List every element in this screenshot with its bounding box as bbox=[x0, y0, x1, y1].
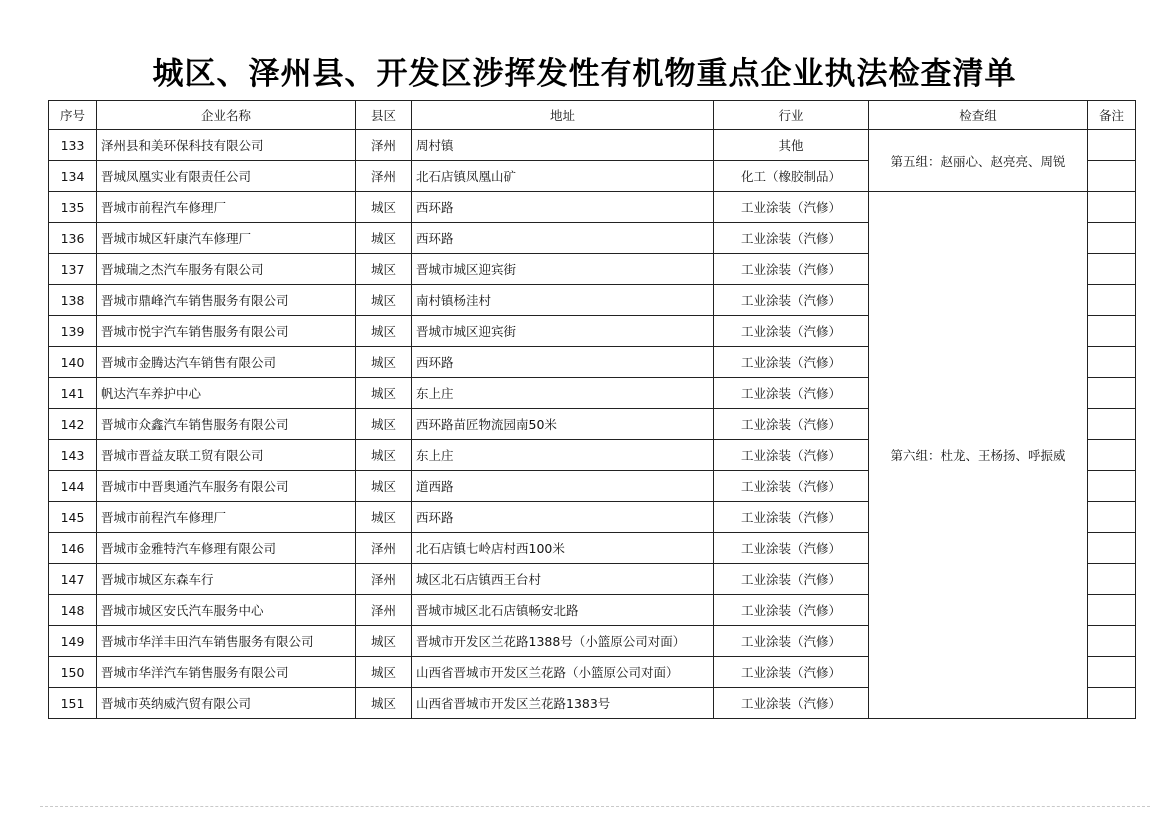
row-industry: 工业涂装（汽修） bbox=[714, 440, 869, 471]
row-district: 泽州 bbox=[356, 533, 412, 564]
row-district: 城区 bbox=[356, 254, 412, 285]
row-district: 泽州 bbox=[356, 161, 412, 192]
row-company-name: 晋城市城区安氏汽车服务中心 bbox=[97, 595, 356, 626]
row-note bbox=[1088, 347, 1136, 378]
row-no: 140 bbox=[49, 347, 97, 378]
row-district: 城区 bbox=[356, 285, 412, 316]
row-company-name: 晋城市晋益友联工贸有限公司 bbox=[97, 440, 356, 471]
header-group: 检查组 bbox=[869, 101, 1088, 130]
row-district: 城区 bbox=[356, 223, 412, 254]
row-district: 城区 bbox=[356, 471, 412, 502]
row-industry: 工业涂装（汽修） bbox=[714, 254, 869, 285]
row-address: 晋城市城区迎宾街 bbox=[412, 254, 714, 285]
row-industry: 工业涂装（汽修） bbox=[714, 657, 869, 688]
row-district: 城区 bbox=[356, 409, 412, 440]
row-company-name: 晋城凤凰实业有限责任公司 bbox=[97, 161, 356, 192]
row-note bbox=[1088, 595, 1136, 626]
header-note: 备注 bbox=[1088, 101, 1136, 130]
row-company-name: 晋城市鼎峰汽车销售服务有限公司 bbox=[97, 285, 356, 316]
row-note bbox=[1088, 130, 1136, 161]
row-district: 城区 bbox=[356, 502, 412, 533]
enforcement-checklist-table bbox=[48, 100, 1136, 719]
row-no: 146 bbox=[49, 533, 97, 564]
row-no: 145 bbox=[49, 502, 97, 533]
header-district: 县区 bbox=[356, 101, 412, 130]
row-note bbox=[1088, 378, 1136, 409]
row-district: 城区 bbox=[356, 347, 412, 378]
row-industry: 工业涂装（汽修） bbox=[714, 471, 869, 502]
row-company-name: 晋城市英纳威汽贸有限公司 bbox=[97, 688, 356, 719]
row-note bbox=[1088, 254, 1136, 285]
row-industry: 工业涂装（汽修） bbox=[714, 564, 869, 595]
row-note bbox=[1088, 161, 1136, 192]
row-district: 城区 bbox=[356, 657, 412, 688]
row-industry: 工业涂装（汽修） bbox=[714, 378, 869, 409]
row-industry: 工业涂装（汽修） bbox=[714, 285, 869, 316]
row-no: 149 bbox=[49, 626, 97, 657]
row-no: 147 bbox=[49, 564, 97, 595]
row-address: 晋城市开发区兰花路1388号（小篮原公司对面） bbox=[412, 626, 714, 657]
row-district: 城区 bbox=[356, 440, 412, 471]
row-district: 泽州 bbox=[356, 564, 412, 595]
row-no: 143 bbox=[49, 440, 97, 471]
row-industry: 工业涂装（汽修） bbox=[714, 316, 869, 347]
header-name: 企业名称 bbox=[97, 101, 356, 130]
row-note bbox=[1088, 285, 1136, 316]
row-district: 泽州 bbox=[356, 130, 412, 161]
row-no: 139 bbox=[49, 316, 97, 347]
row-address: 西环路 bbox=[412, 347, 714, 378]
row-district: 城区 bbox=[356, 378, 412, 409]
row-company-name: 晋城市前程汽车修理厂 bbox=[97, 192, 356, 223]
row-address: 晋城市城区迎宾街 bbox=[412, 316, 714, 347]
row-note bbox=[1088, 688, 1136, 719]
row-industry: 工业涂装（汽修） bbox=[714, 192, 869, 223]
row-note bbox=[1088, 409, 1136, 440]
row-note bbox=[1088, 223, 1136, 254]
row-industry: 工业涂装（汽修） bbox=[714, 502, 869, 533]
row-company-name: 晋城市悦宇汽车销售服务有限公司 bbox=[97, 316, 356, 347]
row-address: 周村镇 bbox=[412, 130, 714, 161]
row-note bbox=[1088, 440, 1136, 471]
row-address: 西环路 bbox=[412, 223, 714, 254]
row-industry: 工业涂装（汽修） bbox=[714, 595, 869, 626]
row-no: 134 bbox=[49, 161, 97, 192]
row-address: 西环路 bbox=[412, 192, 714, 223]
row-no: 150 bbox=[49, 657, 97, 688]
row-note bbox=[1088, 626, 1136, 657]
row-company-name: 晋城市华洋汽车销售服务有限公司 bbox=[97, 657, 356, 688]
row-company-name: 帆达汽车养护中心 bbox=[97, 378, 356, 409]
row-address: 西环路 bbox=[412, 502, 714, 533]
row-address: 北石店镇凤凰山矿 bbox=[412, 161, 714, 192]
row-company-name: 晋城市众鑫汽车销售服务有限公司 bbox=[97, 409, 356, 440]
row-address: 东上庄 bbox=[412, 440, 714, 471]
row-no: 137 bbox=[49, 254, 97, 285]
row-no: 138 bbox=[49, 285, 97, 316]
row-note bbox=[1088, 657, 1136, 688]
row-company-name: 晋城市前程汽车修理厂 bbox=[97, 502, 356, 533]
row-no: 141 bbox=[49, 378, 97, 409]
row-address: 西环路苗匠物流园南50米 bbox=[412, 409, 714, 440]
row-company-name: 晋城市中晋奥通汽车服务有限公司 bbox=[97, 471, 356, 502]
row-industry: 其他 bbox=[714, 130, 869, 161]
row-address: 山西省晋城市开发区兰花路（小篮原公司对面） bbox=[412, 657, 714, 688]
row-district: 城区 bbox=[356, 626, 412, 657]
row-company-name: 晋城市城区轩康汽车修理厂 bbox=[97, 223, 356, 254]
row-no: 151 bbox=[49, 688, 97, 719]
group-six-cell: 第六组：杜龙、王杨扬、呼振威 bbox=[869, 192, 1088, 719]
row-address: 东上庄 bbox=[412, 378, 714, 409]
table-row bbox=[49, 130, 1136, 161]
row-address: 山西省晋城市开发区兰花路1383号 bbox=[412, 688, 714, 719]
scan-artifact-line bbox=[40, 806, 1150, 808]
row-note bbox=[1088, 533, 1136, 564]
row-address: 晋城市城区北石店镇畅安北路 bbox=[412, 595, 714, 626]
row-note bbox=[1088, 471, 1136, 502]
row-district: 城区 bbox=[356, 192, 412, 223]
row-industry: 工业涂装（汽修） bbox=[714, 626, 869, 657]
row-no: 133 bbox=[49, 130, 97, 161]
row-no: 136 bbox=[49, 223, 97, 254]
row-note bbox=[1088, 192, 1136, 223]
table-row bbox=[49, 192, 1136, 223]
row-district: 城区 bbox=[356, 316, 412, 347]
row-company-name: 晋城市华洋丰田汽车销售服务有限公司 bbox=[97, 626, 356, 657]
row-note bbox=[1088, 316, 1136, 347]
row-no: 144 bbox=[49, 471, 97, 502]
row-company-name: 晋城瑞之杰汽车服务有限公司 bbox=[97, 254, 356, 285]
row-company-name: 泽州县和美环保科技有限公司 bbox=[97, 130, 356, 161]
row-company-name: 晋城市城区东森车行 bbox=[97, 564, 356, 595]
row-industry: 工业涂装（汽修） bbox=[714, 409, 869, 440]
row-note bbox=[1088, 502, 1136, 533]
header-no: 序号 bbox=[49, 101, 97, 130]
row-company-name: 晋城市金雅特汽车修理有限公司 bbox=[97, 533, 356, 564]
page-title: 城区、泽州县、开发区涉挥发性有机物重点企业执法检查清单 bbox=[152, 56, 1017, 92]
row-address: 道西路 bbox=[412, 471, 714, 502]
row-industry: 工业涂装（汽修） bbox=[714, 533, 869, 564]
row-address: 南村镇杨洼村 bbox=[412, 285, 714, 316]
row-address: 北石店镇七岭店村西100米 bbox=[412, 533, 714, 564]
row-industry: 工业涂装（汽修） bbox=[714, 223, 869, 254]
row-address: 城区北石店镇西王台村 bbox=[412, 564, 714, 595]
row-district: 城区 bbox=[356, 688, 412, 719]
row-district: 泽州 bbox=[356, 595, 412, 626]
header-industry: 行业 bbox=[714, 101, 869, 130]
header-address: 地址 bbox=[412, 101, 714, 130]
row-no: 148 bbox=[49, 595, 97, 626]
row-no: 135 bbox=[49, 192, 97, 223]
row-no: 142 bbox=[49, 409, 97, 440]
group-five-cell: 第五组：赵丽心、赵亮亮、周锐 bbox=[869, 130, 1088, 192]
row-industry: 化工（橡胶制品） bbox=[714, 161, 869, 192]
row-company-name: 晋城市金腾达汽车销售有限公司 bbox=[97, 347, 356, 378]
header-row bbox=[49, 101, 1136, 130]
row-industry: 工业涂装（汽修） bbox=[714, 347, 869, 378]
row-industry: 工业涂装（汽修） bbox=[714, 688, 869, 719]
row-note bbox=[1088, 564, 1136, 595]
